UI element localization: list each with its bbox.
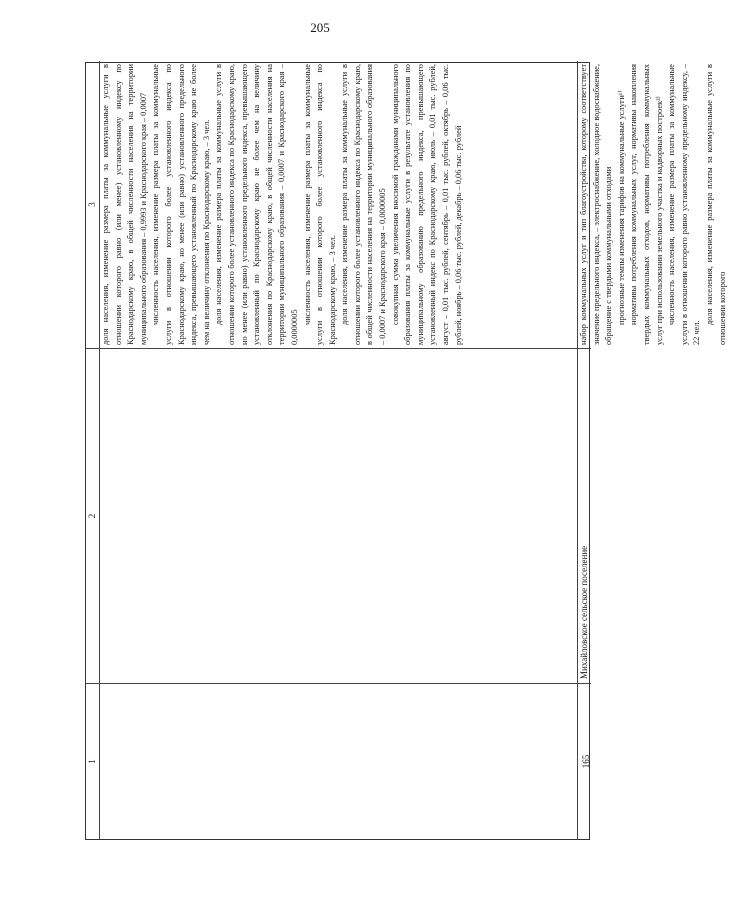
header-col-1: 1	[86, 683, 100, 839]
prev-row-number	[100, 683, 578, 839]
prev-paragraph-3: доля населения, изменение размера платы за коммунальные услуги в отношении которого более установленного индекса по Краснодарскому краю, но менее (или равно) установленного предельного индекса, превышающего установленный по Краснодарскому краю не более чем на величину отклонения по Краснодарскому краю, в общей численности населения на территории муниципального образования – 0,0007 и Краснодарского края – 0,0000005	[214, 64, 299, 345]
prev-paragraph-4: численность населения, изменение размера платы за коммунальные услуги в отношении которого более установленного индекса по Краснодарскому краю, – 3 чел.	[302, 64, 337, 345]
row-165-paragraph-2: прогнозные темпы изменения тарифов на коммунальные услуги¹⁾	[616, 90, 626, 325]
prev-paragraph-1: доля населения, изменение размера платы за коммунальные услуги в отношении которого равно (или менее) установленному индексу по Краснодарскому краю, в общей численности населения на территории муниципального образования – 0,9993 и Краснодарского края – 0,0007	[101, 64, 148, 345]
page-number: 205	[310, 20, 330, 35]
header-col-2: 2	[86, 348, 100, 683]
header-col-3: 3	[86, 61, 100, 348]
prev-row-content	[100, 61, 578, 348]
data-table	[85, 62, 727, 840]
row-165-paragraph-4: численность населения, изменение размера платы за коммунальные услуги в отношении которого равно установленному предельному индексу, – 22 чел.	[667, 64, 702, 345]
row-165-paragraph-3: нормативы потребления коммунальных услуг, нормативы накопления твердых коммунальных отходов, нормативы потребления коммунальных услуг при использовании земельного участка и надворных построек²⁾	[629, 64, 664, 345]
prev-row-name	[100, 348, 578, 683]
row-165-paragraph-5: доля населения, изменение размера платы за коммунальные услуги в отношении которого	[704, 64, 727, 345]
prev-paragraph-5: доля населения, изменение размера платы за коммунальные услуги в отношении которого более установленного индекса по Краснодарскому краю, в общей численности населения на территории муниципального образования – 0,0007 и Краснодарского края – 0,0000005	[340, 64, 388, 345]
row-165-name: Михайловское сельское поселение	[578, 348, 591, 683]
row-165-content	[578, 61, 727, 348]
prev-paragraph-6: совокупная сумма увеличения вносимой гражданами муниципального образования платы за коммунальные услуги в результате установления по муниципальному образованию предельного индекса, превышающего установленный индекс по Краснодарскому краю, июль – 0,01 тыс. рублей, август – 0,01 тыс. рублей, сентябрь – 0,01 тыс. рублей, октябрь – 0,06 тыс. рублей, ноябрь – 0,06 тыс. рублей, декабрь – 0,06 тыс. рублей	[390, 64, 463, 345]
prev-paragraph-2: численность населения, изменение размера платы за коммунальные услуги в отношении которого более установленного индекса по Краснодарскому краю, но менее (или равно) установленного предельного индекса, превышающего установленный по Краснодарскому краю не более чем на величину отклонения по Краснодарскому краю, – 3 чел.	[151, 64, 211, 345]
row-165-number: 165	[578, 683, 591, 839]
row-165-paragraph-1: набор коммунальных услуг и тип благоустройства, которому соответствует значение предельного индекса, – электроснабжение, холодное водоснабжение, обращение с твердыми коммунальными отходами	[579, 64, 614, 345]
rotated-table-wrapper	[85, 62, 727, 840]
